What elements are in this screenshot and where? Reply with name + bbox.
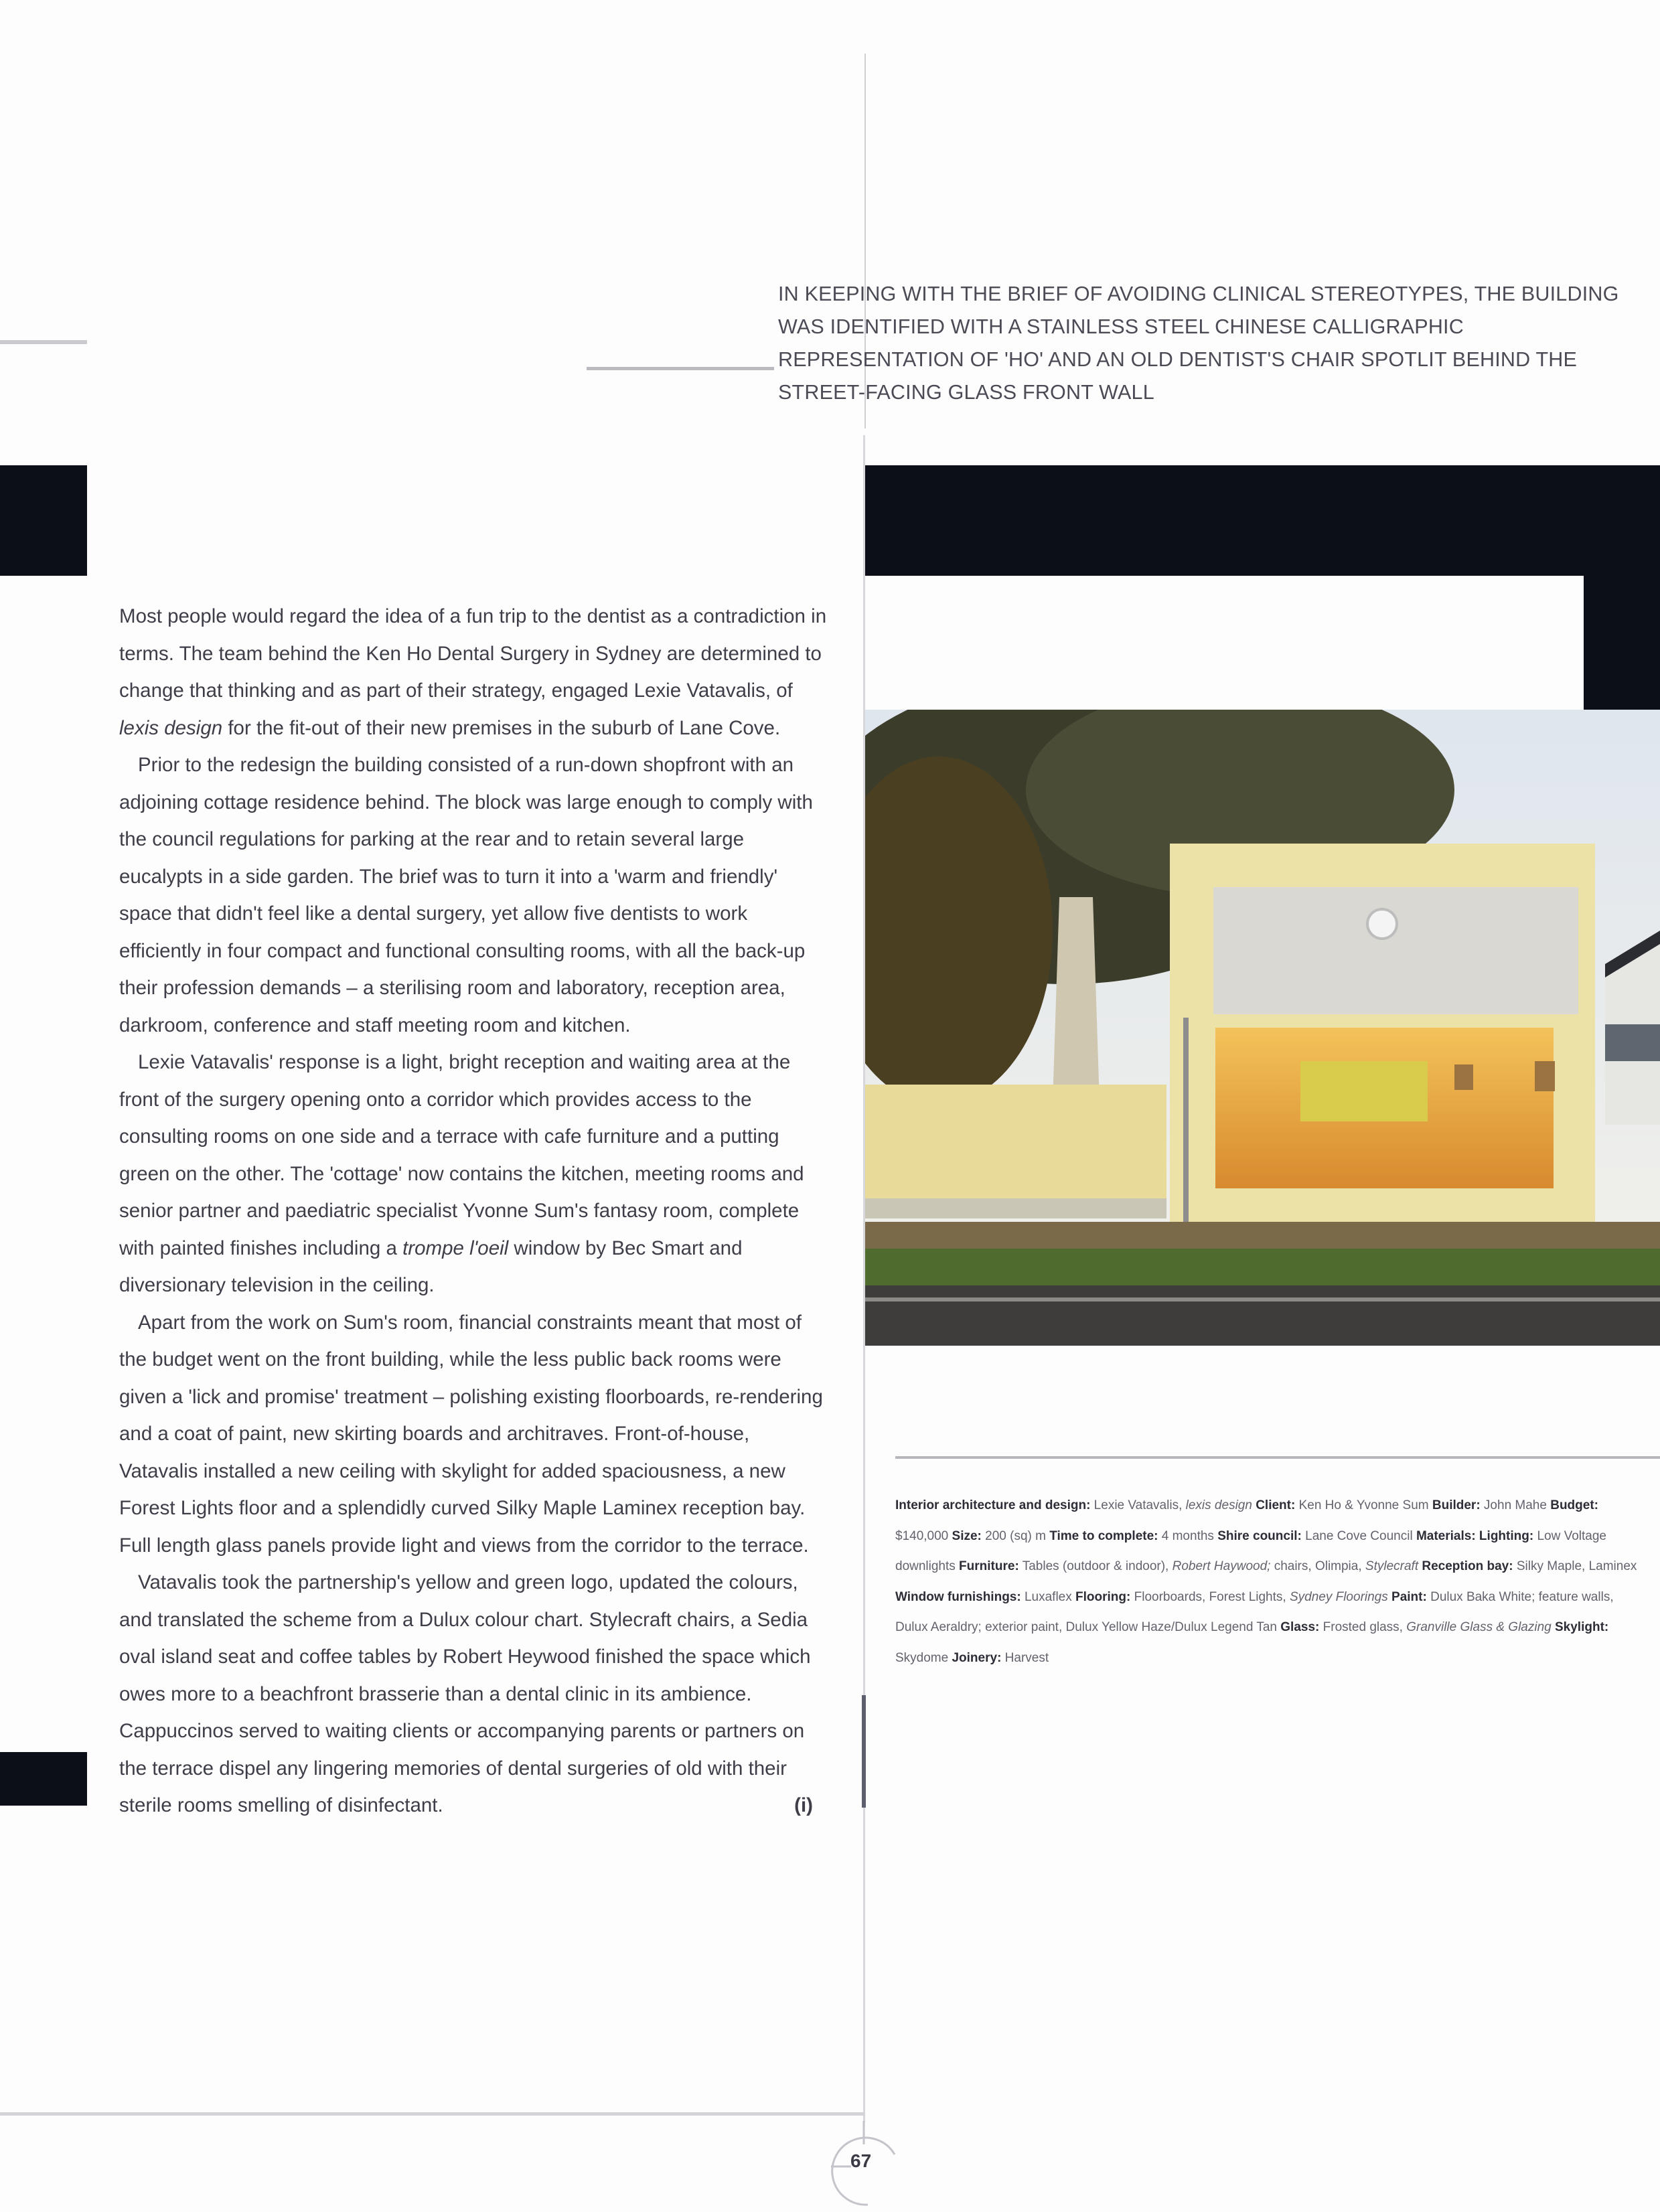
credit-value: Frosted glass,: [1319, 1620, 1407, 1634]
black-bar-left-top: [0, 465, 87, 576]
end-mark: (i): [794, 1794, 813, 1816]
credit-label: Glass:: [1276, 1620, 1320, 1634]
article-body: [119, 598, 829, 1824]
credit-value: 4 months: [1158, 1528, 1214, 1543]
credit-label: Shire council:: [1213, 1528, 1302, 1543]
credit-label: Time to complete:: [1045, 1528, 1158, 1543]
credit-label: Flooring:: [1071, 1589, 1131, 1604]
paragraph-5: [119, 1564, 829, 1824]
credit-value: chairs, Olimpia,: [1270, 1559, 1365, 1573]
credit-value: Lexie Vatavalis,: [1090, 1498, 1186, 1512]
credit-label: Materials:: [1412, 1528, 1476, 1543]
credit-value: Skydome: [895, 1650, 949, 1665]
text: window by Bec Smart and diversionary television in the ceiling.: [119, 1237, 743, 1296]
credit-value: Stylecraft: [1365, 1559, 1419, 1573]
project-credits: [895, 1490, 1645, 1673]
building-photo-image: [865, 710, 1660, 1346]
credit-value: Granville Glass & Glazing: [1406, 1620, 1552, 1634]
credit-value: $140,000: [895, 1528, 949, 1543]
credit-value: Sydney Floorings: [1289, 1589, 1388, 1604]
credit-label: Interior architecture and design:: [895, 1498, 1091, 1512]
text: for the fit-out of their new premises in the suburb of Lane Cove.: [222, 716, 781, 739]
credit-label: Furniture:: [955, 1559, 1019, 1573]
credits-rule: [895, 1456, 1660, 1459]
pull-quote: IN KEEPING WITH THE BRIEF OF AVOIDING CLINICAL STEREOTYPES, THE BUILDING WAS IDENTIFIED WITH A STAINLESS STEEL CHINESE CALLIGRAPHIC REPRESENTATION OF 'HO' AND AN OLD DENTIST'S CHAIR SPOTLIT BEHIND THE STREET-FACING GLASS FRONT WALL: [778, 283, 1619, 404]
credit-label: Reception bay:: [1418, 1559, 1513, 1573]
credit-label: Lighting:: [1475, 1528, 1534, 1543]
paragraph-4: Apart from the work on Sum's room, financial constraints meant that most of the budget went on the front building, while the less public back rooms were given a 'lick and promise' treatment – polishing existing floorboards, re-rendering and a coat of paint, new skirting boards and architraves. Front-of-house, Vatavalis installed a new ceiling with skylight for added spaciousness, a new Forest Lights floor and a splendidly curved Silky Maple Laminex reception bay. Full length glass panels provide light and views from the corridor to the terrace.: [119, 1311, 823, 1557]
credit-label: Budget:: [1546, 1498, 1598, 1512]
text: Vatavalis took the partnership's yellow and green logo, updated the colours, and translated the scheme from a Dulux colour chart. Stylecraft chairs, a Sedia oval island seat and coffee tables by Robert Heywood finished the space which owes more to a beachfront brasserie than a dental clinic in its ambience. Cappuccinos served to waiting clients or accompanying parents or partners on the terrace dispel any lingering memories of dental surgeries of old with their sterile rooms smelling of disinfectant.: [119, 1571, 811, 1816]
credit-value: Tables (outdoor & indoor),: [1018, 1559, 1173, 1573]
horizontal-rule-left: [0, 340, 87, 344]
credit-value: Floorboards, Forest Lights,: [1130, 1589, 1290, 1604]
italic-text: lexis design: [119, 716, 223, 739]
vertical-rule-accent: [862, 1695, 866, 1808]
credit-value: Harvest: [1001, 1650, 1049, 1665]
black-bar-right-top: [865, 465, 1660, 576]
text: Most people would regard the idea of a fun trip to the dentist as a contradiction in terms. The team behind the Ken Ho Dental Surgery in Sydney are determined to change that thinking and as part of their strategy, engaged Lexie Vatavalis, of: [119, 605, 827, 702]
credit-value: Ken Ho & Yvonne Sum: [1295, 1498, 1429, 1512]
credit-value: Silky Maple, Laminex: [1513, 1559, 1637, 1573]
credit-value: Low Voltage downlights: [895, 1528, 1606, 1573]
pull-quote-rule: [587, 367, 774, 370]
paragraph-1: [119, 598, 829, 746]
black-bar-left-bottom: [0, 1752, 87, 1806]
credit-value: Luxaflex: [1021, 1589, 1072, 1604]
credit-label: Size:: [948, 1528, 982, 1543]
paragraph-3: [119, 1044, 829, 1304]
credit-label: Joinery:: [948, 1650, 1002, 1665]
credit-label: Skylight:: [1551, 1620, 1609, 1634]
credit-value: Robert Haywood;: [1172, 1559, 1271, 1573]
credit-label: Paint:: [1387, 1589, 1427, 1604]
paragraph-2: Prior to the redesign the building consisted of a run-down shopfront with an adjoining cottage residence behind. The block was large enough to comply with the council regulations for parking at the rear and to retain several large eucalypts in a side garden. The brief was to turn it into a 'warm and friendly' space that didn't feel like a dental surgery, yet allow five dentists to work efficiently in four compact and functional consulting rooms, with all the back-up their profession demands – a sterilising room and laboratory, reception area, darkroom, conference and staff meeting room and kitchen.: [119, 754, 813, 1036]
page-number: 67: [850, 2150, 872, 2171]
credit-value: John Mahe: [1480, 1498, 1547, 1512]
credit-label: Builder:: [1428, 1498, 1481, 1512]
credit-label: Window furnishings:: [895, 1589, 1021, 1604]
credit-value: Dulux Baka White; feature walls, Dulux Aeraldry; exterior paint, Dulux Yellow Haze/Dulux Legend Tan: [895, 1589, 1614, 1634]
credit-label: Client:: [1252, 1498, 1296, 1512]
credit-value: 200 (sq) m: [981, 1528, 1046, 1543]
black-bar-right-side: [1584, 465, 1660, 710]
credit-value: Lane Cove Council: [1301, 1528, 1413, 1543]
italic-text: trompe l'oeil: [402, 1237, 509, 1259]
bottom-rule: [0, 2112, 865, 2116]
text: Lexie Vatavalis' response is a light, bright reception and waiting area at the front of the surgery opening onto a corridor which provides access to the consulting rooms on one side and a terrace with cafe furniture and a putting green on the other. The 'cottage' now contains the kitchen, meeting rooms and senior partner and paediatric specialist Yvonne Sum's fantasy room, complete with painted finishes including a: [119, 1051, 804, 1259]
building-photo: [865, 710, 1660, 1346]
credit-value: lexis design: [1185, 1498, 1252, 1512]
